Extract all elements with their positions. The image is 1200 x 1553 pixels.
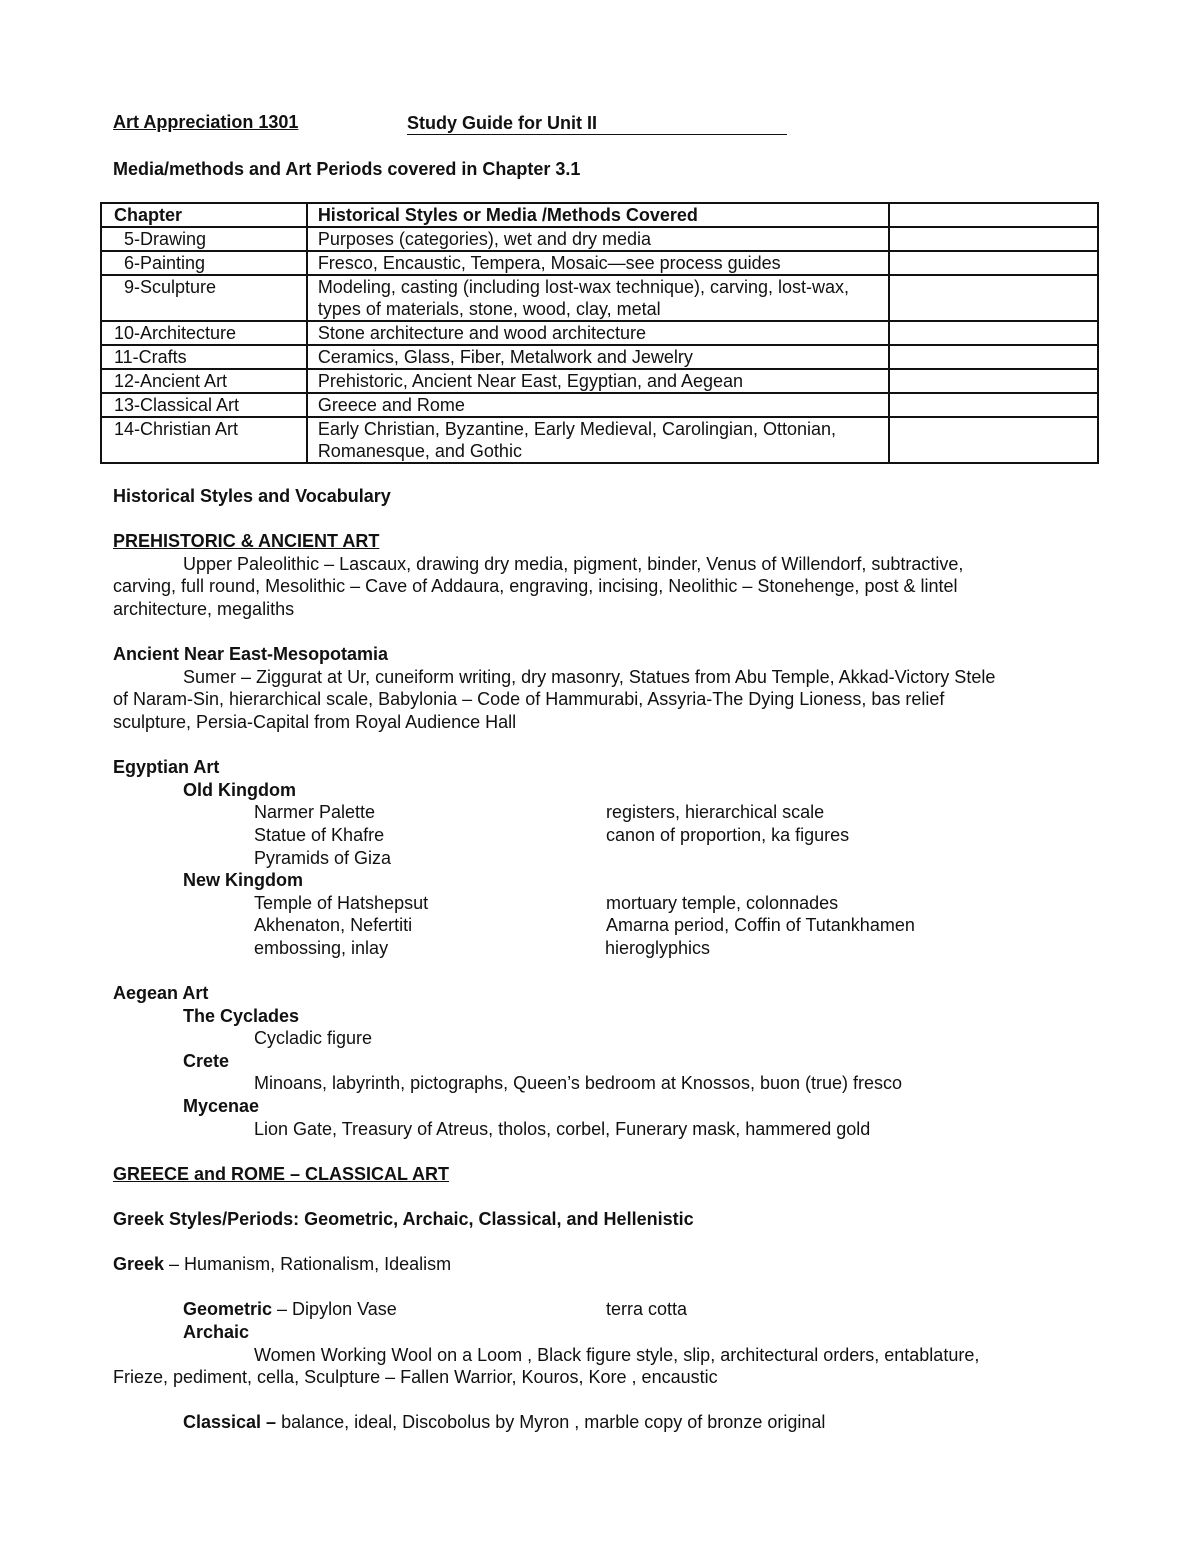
classical-label: Classical – [183, 1412, 277, 1433]
document-header [113, 112, 1103, 181]
crete-heading: Crete [183, 1050, 230, 1071]
geometric-label: Geometric [183, 1299, 273, 1320]
chapter-cell: 5-Drawing [101, 227, 307, 251]
greek-text: – Humanism, Rationalism, Idealism [164, 1254, 452, 1275]
classical-text: balance, ideal, Discobolus by Myron , marble copy of bronze original [276, 1412, 826, 1433]
blank-cell [889, 393, 1098, 417]
prehistoric-text-line: carving, full round, Mesolithic – Cave of Addaura, engraving, incising, Neolithic – Stonehenge, post & lintel [113, 576, 958, 597]
mycenae-heading: Mycenae [183, 1096, 260, 1117]
item-name: embossing, inlay [254, 937, 389, 958]
chapter-cell: 12-Ancient Art [101, 369, 307, 393]
chapter-cell: 9-Sculpture [101, 275, 307, 321]
egyptian-heading: Egyptian Art [113, 757, 220, 778]
covered-cell: Modeling, casting (including lost-wax technique), carving, lost-wax, types of materials, stone, wood, clay, metal [307, 275, 889, 321]
blank-cell [889, 369, 1098, 393]
list-item [113, 892, 1103, 915]
table-row [101, 345, 1098, 369]
title-line [113, 112, 1103, 136]
cyclades-text: Cycladic figure [254, 1028, 373, 1049]
chapter-cell: 11-Crafts [101, 345, 307, 369]
old-kingdom-heading: Old Kingdom [183, 779, 296, 800]
item-terms: hieroglyphics [605, 937, 711, 958]
covered-cell: Ceramics, Glass, Fiber, Metalwork and Jewelry [307, 345, 889, 369]
aegean-heading: Aegean Art [113, 983, 209, 1004]
list-item [113, 914, 1103, 937]
item-terms: canon of proportion, ka figures [606, 824, 850, 845]
subtitle: Media/methods and Art Periods covered in Chapter 3.1 [113, 159, 581, 179]
geometric-right: terra cotta [606, 1299, 688, 1320]
item-name: Temple of Hatshepsut [254, 892, 429, 913]
list-item [113, 847, 1103, 870]
cyclades-heading: The Cyclades [183, 1005, 300, 1026]
archaic-text-line: Women Working Wool on a Loom , Black figure style, slip, architectural orders, entablature, [254, 1344, 980, 1365]
header-covered: Historical Styles or Media /Methods Covered [307, 203, 889, 227]
covered-cell: Fresco, Encaustic, Tempera, Mosaic—see process guides [307, 251, 889, 275]
table-row [101, 321, 1098, 345]
blank-cell [889, 417, 1098, 463]
blank-cell [889, 227, 1098, 251]
geometric-text: – Dipylon Vase [272, 1299, 397, 1320]
list-item [113, 801, 1103, 824]
item-terms: mortuary temple, colonnades [606, 892, 839, 913]
item-terms: Amarna period, Coffin of Tutankhamen [606, 915, 915, 936]
table-row [101, 393, 1098, 417]
chapter-cell: 6-Painting [101, 251, 307, 275]
item-name: Narmer Palette [254, 802, 376, 823]
guide-title: Study Guide for Unit II [407, 112, 787, 135]
table-row [101, 275, 1098, 321]
greece-rome-heading: GREECE and ROME – CLASSICAL ART [113, 1163, 450, 1184]
greek-styles-heading: Greek Styles/Periods: Geometric, Archaic, Classical, and Hellenistic [113, 1209, 694, 1229]
item-name: Pyramids of Giza [254, 847, 392, 868]
covered-cell: Prehistoric, Ancient Near East, Egyptian, and Aegean [307, 369, 889, 393]
header-chapter: Chapter [101, 203, 307, 227]
list-item [113, 824, 1103, 847]
table-header-row [101, 203, 1098, 227]
item-name: Akhenaton, Nefertiti [254, 915, 413, 936]
covered-cell: Early Christian, Byzantine, Early Medieval, Carolingian, Ottonian, Romanesque, and Gothic [307, 417, 889, 463]
item-name: Statue of Khafre [254, 824, 385, 845]
course-title: Art Appreciation 1301 [113, 112, 299, 132]
prehistoric-heading: PREHISTORIC & ANCIENT ART [113, 531, 380, 552]
prehistoric-text-line: Upper Paleolithic – Lascaux, drawing dry media, pigment, binder, Venus of Willendorf, subtractive, [183, 553, 964, 574]
covered-cell: Greece and Rome [307, 393, 889, 417]
geometric-line [113, 1298, 1103, 1321]
vocabulary-section [113, 485, 1103, 1434]
mycenae-text: Lion Gate, Treasury of Atreus, tholos, corbel, Funerary mask, hammered gold [254, 1118, 871, 1139]
vocab-heading: Historical Styles and Vocabulary [113, 486, 391, 506]
header-blank [889, 203, 1098, 227]
table-row [101, 227, 1098, 251]
blank-cell [889, 321, 1098, 345]
near-east-text-line: of Naram-Sin, hierarchical scale, Babylonia – Code of Hammurabi, Assyria-The Dying Lioness, bas relief [113, 689, 945, 710]
near-east-text-line: Sumer – Ziggurat at Ur, cuneiform writing, dry masonry, Statues from Abu Temple, Akkad-Victory Stele [183, 666, 996, 687]
archaic-text-line: Frieze, pediment, cella, Sculpture – Fallen Warrior, Kouros, Kore , encaustic [113, 1367, 718, 1388]
chapter-cell: 10-Architecture [101, 321, 307, 345]
table-row [101, 417, 1098, 463]
blank-cell [889, 251, 1098, 275]
chapter-cell: 13-Classical Art [101, 393, 307, 417]
blank-cell [889, 345, 1098, 369]
blank-cell [889, 275, 1098, 321]
item-terms: registers, hierarchical scale [606, 802, 825, 823]
list-item [113, 937, 1103, 960]
chapter-table [100, 202, 1099, 464]
covered-cell: Stone architecture and wood architecture [307, 321, 889, 345]
table-row [101, 251, 1098, 275]
greek-line [113, 1253, 1103, 1276]
prehistoric-text-line: architecture, megaliths [113, 598, 295, 619]
classical-line [113, 1411, 1103, 1434]
greek-label: Greek [113, 1254, 165, 1275]
near-east-text-line: sculpture, Persia-Capital from Royal Audience Hall [113, 711, 517, 732]
new-kingdom-heading: New Kingdom [183, 870, 303, 891]
near-east-heading: Ancient Near East-Mesopotamia [113, 644, 389, 665]
crete-text: Minoans, labyrinth, pictographs, Queen’s bedroom at Knossos, buon (true) fresco [254, 1073, 903, 1094]
table-row [101, 369, 1098, 393]
archaic-heading: Archaic [183, 1321, 250, 1342]
covered-cell: Purposes (categories), wet and dry media [307, 227, 889, 251]
chapter-cell: 14-Christian Art [101, 417, 307, 463]
